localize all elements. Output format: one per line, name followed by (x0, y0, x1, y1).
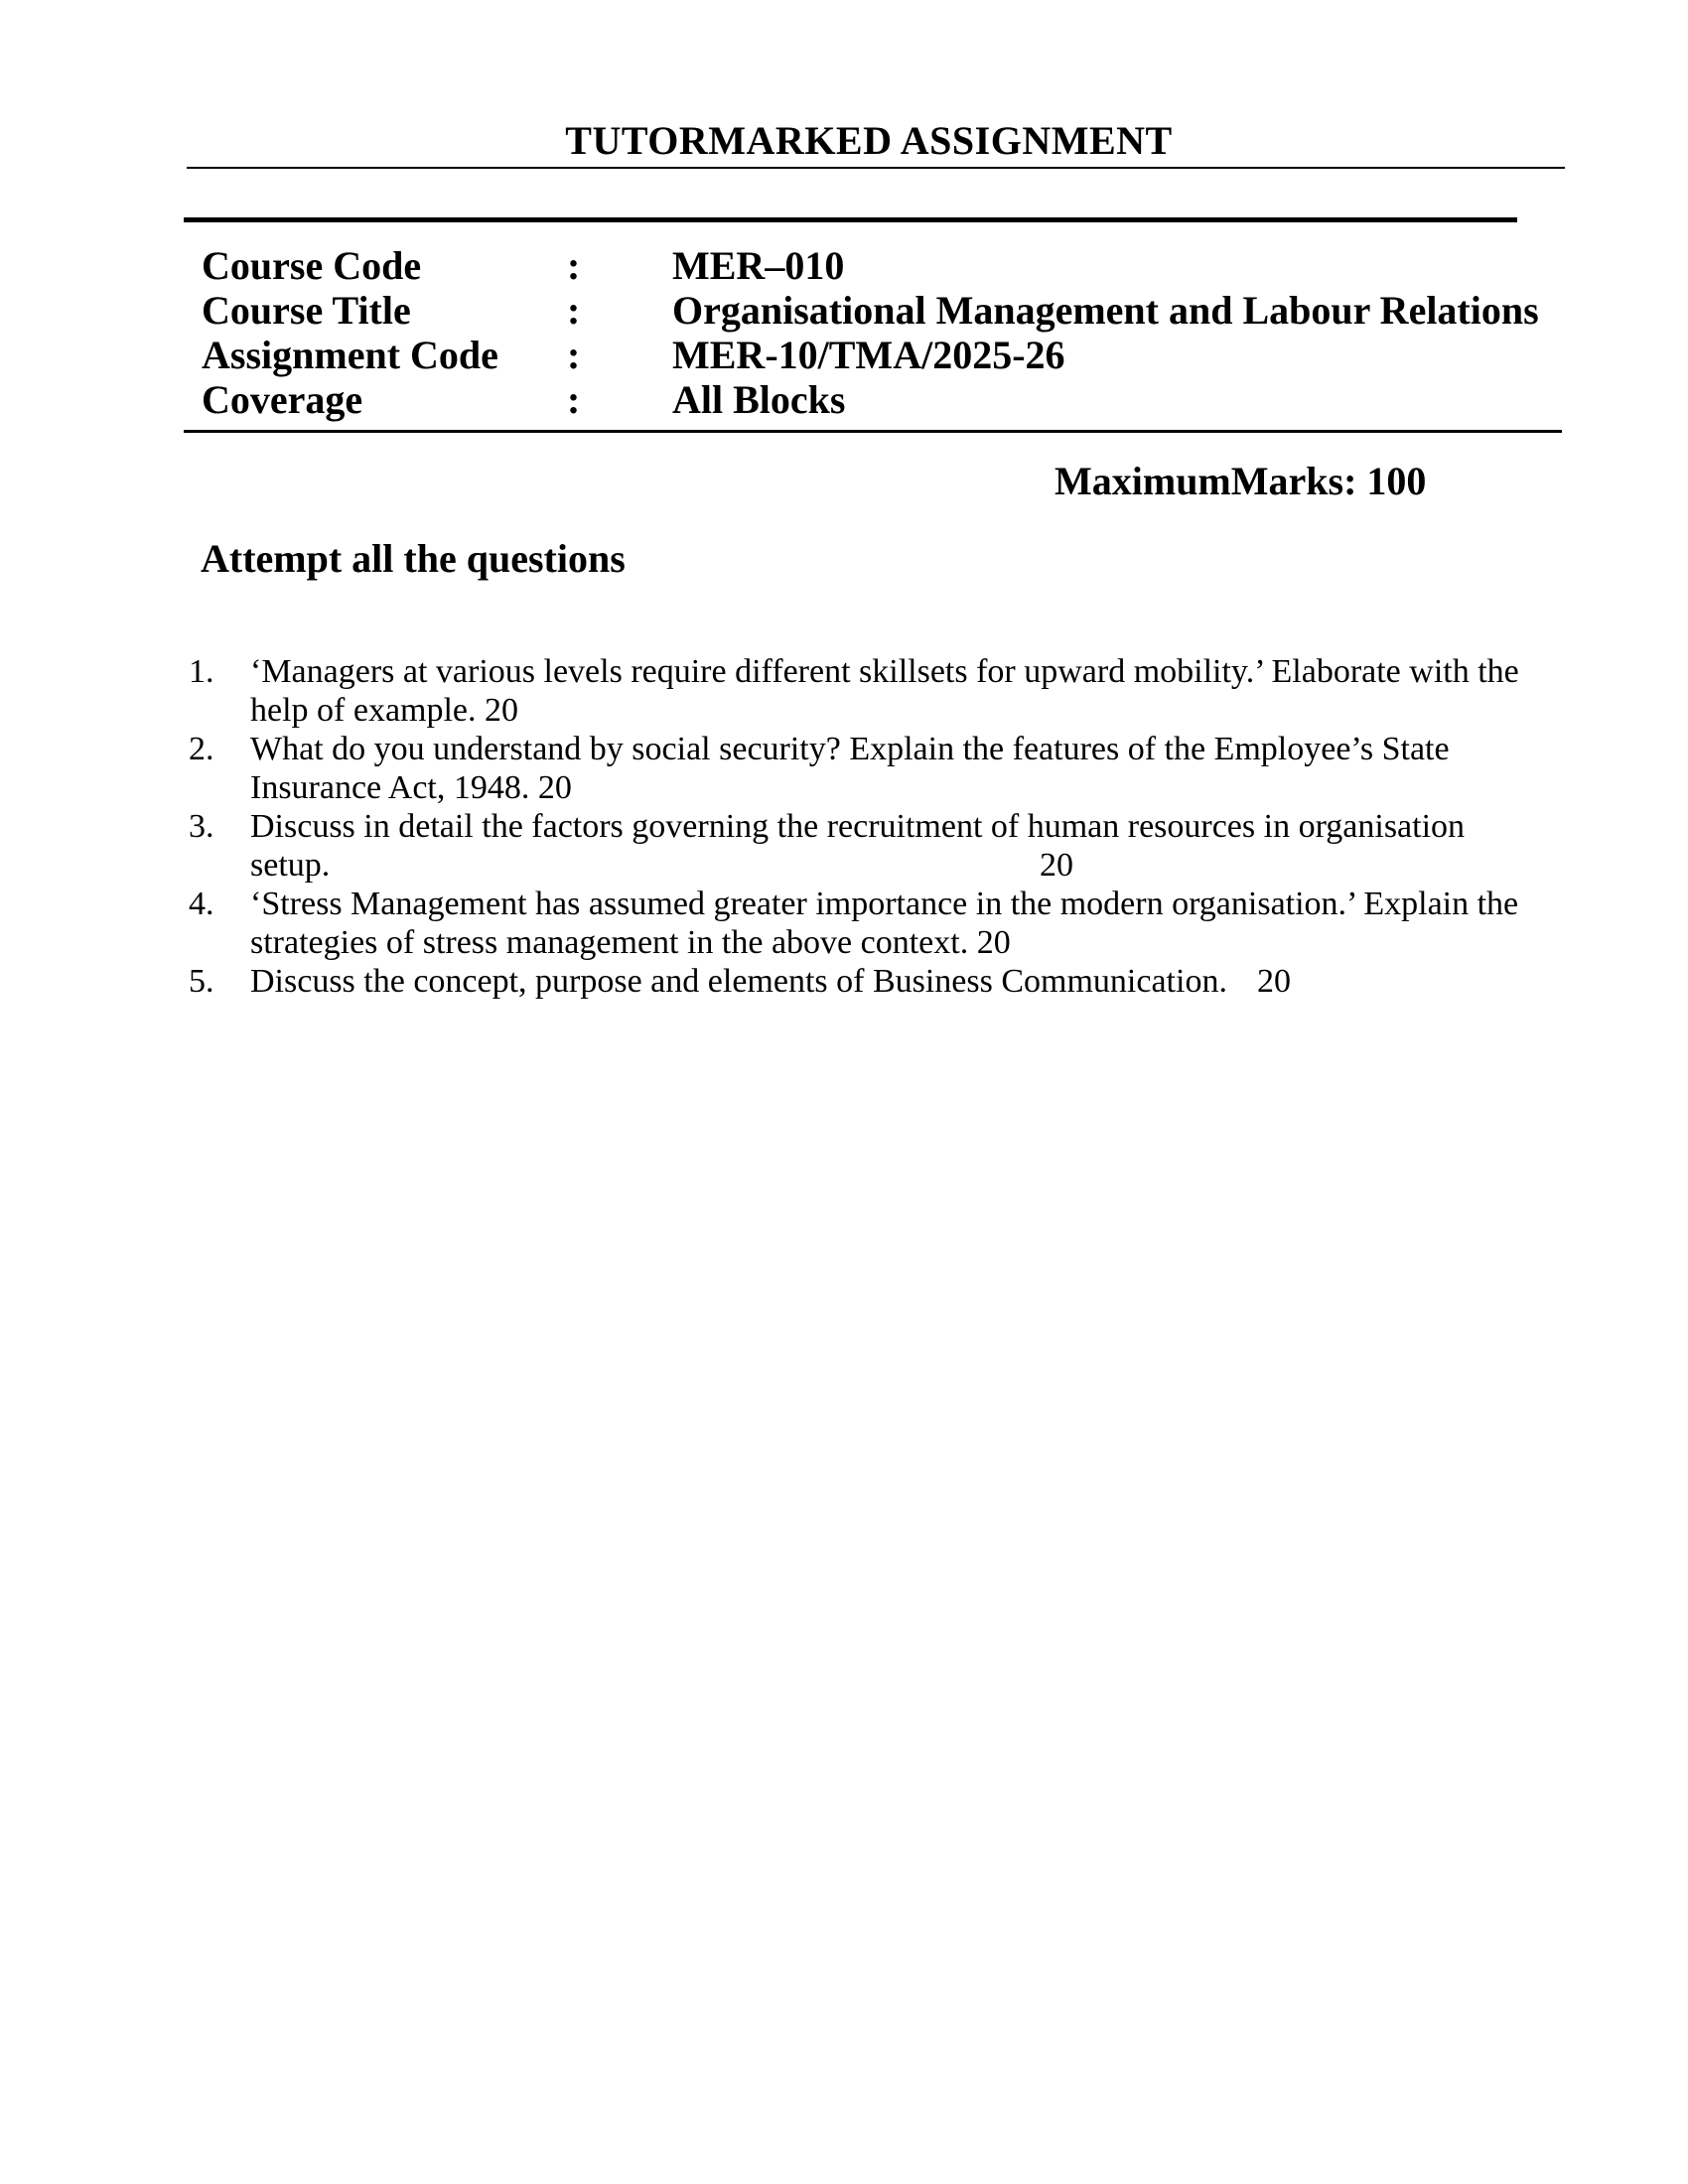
header-top-rule (184, 217, 1517, 222)
attempt-heading: Attempt all the questions (201, 536, 626, 581)
question-2-number: 2. (189, 731, 214, 767)
question-4-line-1: ‘Stress Management has assumed greater importance in the modern organisation.’ Explain the (250, 886, 1519, 922)
question-2-line-1: What do you understand by social security? Explain the features of the Employee’s State (250, 731, 1450, 767)
coverage-label: Coverage (202, 377, 363, 422)
question-4-number: 4. (189, 886, 214, 922)
question-5-marks: 20 (1256, 963, 1291, 1000)
question-5-line-1-text: Discuss the concept, purpose and elements of Business Communication. (250, 963, 1227, 1000)
question-1-number: 1. (189, 653, 214, 690)
course-title-separator: : (567, 288, 581, 333)
question-5-body (250, 962, 1549, 1001)
question-3-marks: 20 (1040, 847, 1073, 884)
question-2-body (250, 730, 1549, 807)
question-3 (189, 807, 1549, 885)
course-title-value: Organisational Management and Labour Relations (672, 288, 1539, 333)
course-code-value: MER–010 (672, 243, 845, 288)
question-5 (189, 962, 1549, 1001)
maximum-marks: MaximumMarks: 100 (1055, 459, 1427, 503)
question-2 (189, 730, 1549, 807)
question-3-number: 3. (189, 808, 214, 845)
question-3-line-2-text: setup. (250, 847, 331, 884)
question-1-line-2: help of example. 20 (250, 692, 519, 729)
page-title: TUTORMARKED ASSIGNMENT (565, 118, 1173, 163)
assignment-code-separator: : (567, 333, 581, 377)
coverage-separator: : (567, 377, 581, 422)
question-3-line-1: Discuss in detail the factors governing the recruitment of human resources in organisation (250, 808, 1466, 845)
question-3-line-2 (250, 846, 1549, 885)
assignment-code-label: Assignment Code (202, 333, 498, 377)
title-underline-rule (187, 167, 1565, 169)
question-5-number: 5. (189, 963, 214, 1000)
course-info-table (202, 243, 1539, 422)
question-1-line-1: ‘Managers at various levels require different skillsets for upward mobility.’ Elaborate with the (250, 653, 1519, 690)
question-1 (189, 652, 1549, 730)
questions-list (189, 652, 1549, 1001)
course-code-label: Course Code (202, 243, 422, 288)
coverage-value: All Blocks (672, 377, 846, 422)
question-2-line-2: Insurance Act, 1948. 20 (250, 769, 572, 806)
course-code-separator: : (567, 243, 581, 288)
question-4-body (250, 885, 1549, 962)
question-4-line-2: strategies of stress management in the above context. 20 (250, 924, 1011, 961)
question-4 (189, 885, 1549, 962)
question-5-line-1 (250, 962, 1549, 1001)
question-3-body (250, 807, 1549, 885)
header-bottom-rule (184, 430, 1562, 433)
course-title-label: Course Title (202, 288, 411, 333)
question-1-body (250, 652, 1549, 730)
assignment-code-value: MER-10/TMA/2025-26 (672, 333, 1065, 377)
